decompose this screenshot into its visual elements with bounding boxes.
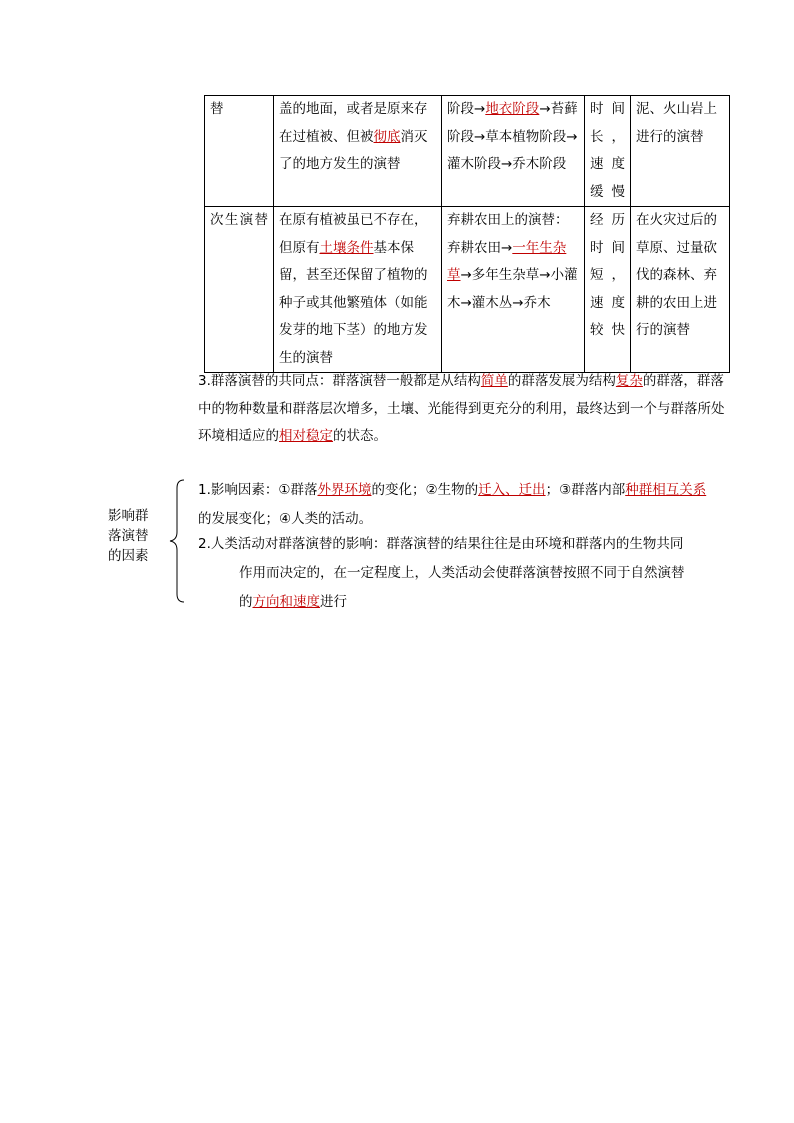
- key-term: 种群相互关系: [625, 482, 707, 498]
- example-cell: 在火灾过后的草原、过量砍伐的森林、弃耕的农田上进行的演替: [631, 207, 730, 373]
- table-row: [205, 96, 730, 207]
- process-cell: 弃耕农田上的演替：弃耕农田→一年生杂草→多年生杂草→小灌木→灌木丛→乔木: [442, 207, 585, 373]
- table-row: [205, 207, 730, 373]
- factor-item-1: 1.影响因素：①群落外界环境的变化；②生物的迁入、迁出；③群落内部种群相互关系的发展变化；④人类的活动。: [198, 482, 707, 527]
- definition-cell: 在原有植被虽已不存在，但原有土壤条件基本保留，甚至还保留了植物的种子或其他繁殖体（如能发芽的地下茎）的地方发生的演替: [274, 207, 442, 373]
- key-term: 土壤条件: [319, 239, 374, 256]
- key-term: 一年生杂草: [447, 239, 567, 283]
- feature-cell: 时间长，速度缓慢: [585, 96, 631, 207]
- item-2-last-line: 的方向和速度进行: [239, 594, 347, 610]
- section-label: 影响群落演替的因素: [108, 508, 149, 564]
- key-term: 复杂: [615, 373, 643, 389]
- key-term: 迁入、迁出: [478, 482, 546, 498]
- feature-cell: 经历时间短，速度较快: [585, 207, 631, 373]
- curly-brace-icon: [168, 478, 186, 604]
- key-term: 彻底: [373, 128, 401, 145]
- factor-item-2: 2.人类活动对群落演替的影响：群落演替的结果往往是由环境和群落内的生物共同 作用而决定的，在一定程度上，人类活动会使群落演替按照不同于自然演替 的方向和速度进行: [198, 530, 718, 617]
- type-cell: 替: [205, 96, 274, 207]
- process-cell: 阶段→地衣阶段→苔藓阶段→草本植物阶段→灌木阶段→乔木阶段: [442, 96, 585, 207]
- type-cell: 次生演替: [205, 207, 274, 373]
- key-term: 方向和速度: [252, 594, 320, 610]
- definition-cell: 盖的地面，或者是原来存在过植被、但被彻底消灭了的地方发生的演替: [274, 96, 442, 207]
- key-term: 外界环境: [317, 482, 372, 498]
- succession-table: [204, 95, 730, 373]
- key-term: 地衣阶段: [485, 101, 540, 117]
- point-3-paragraph: 3.群落演替的共同点：群落演替一般都是从结构简单的群落发展为结构复杂的群落，群落中的物种数量和群落层次增多，土壤、光能得到更充分的利用，最终达到一个与群落所处环境相适应的相对稳定的状态。: [198, 373, 725, 444]
- key-term: 简单: [480, 373, 508, 389]
- example-cell: 泥、火山岩上进行的演替: [631, 96, 730, 207]
- key-term: 相对稳定: [279, 428, 333, 444]
